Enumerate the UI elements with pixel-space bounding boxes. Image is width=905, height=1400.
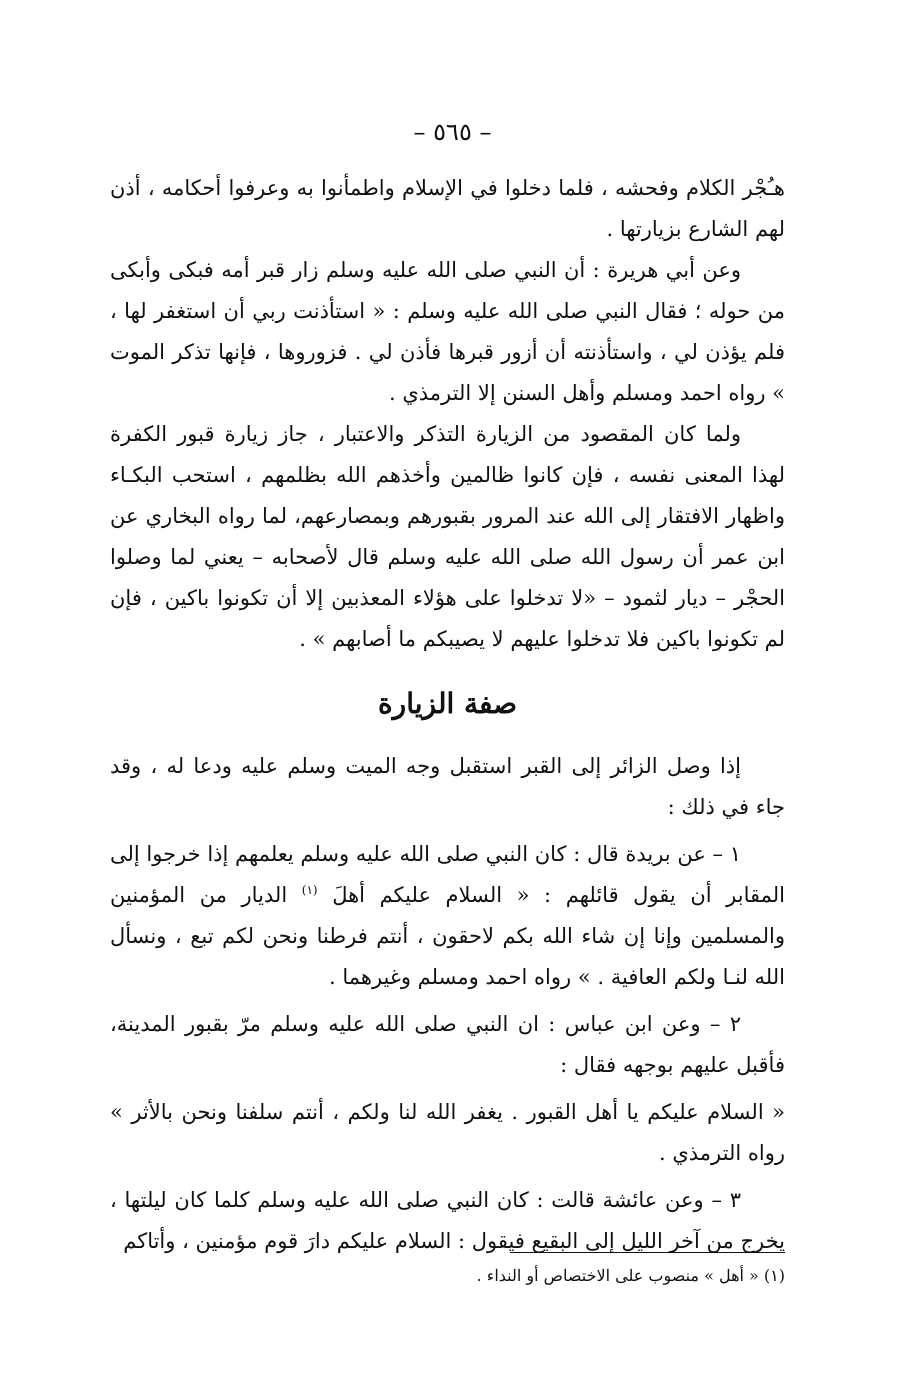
footnote-divider	[510, 1252, 785, 1253]
hadith-item-1	[110, 834, 785, 998]
paragraph-continuation: هـُجْر الكلام وفحشه ، فلما دخلوا في الإسلام واطمأنوا به وعرفوا أحكامه ، أذن لهم الشارع بزيارتها .	[110, 176, 785, 241]
footnote: (١) « أهل » منصوب على الاختصاص أو النداء .	[476, 1266, 785, 1285]
hadith-item-2-quote: « السلام عليكم يا أهل القبور . يغفر الله لنا ولكم ، أنتم سلفنا ونحن بالأثر » رواه الترمذي .	[110, 1100, 785, 1165]
page-number: – ٥٦٥ –	[413, 118, 492, 146]
paragraph-visiting-graves-of-disbelievers: ولما كان المقصود من الزيارة التذكر والاعتبار ، جاز زيارة قبور الكفرة لهذا المعنى نفسه ، فإن كانوا ظالمين وأخذهم الله بظلمهم ، استحب البكـاء واظهار الافتقار إلى الله عند المرور بقبورهم وبمصارعهم، لما رواه البخاري عن ابن عمر أن رسول الله صلى الله عليه وسلم قال لأصحابه – يعني لما وصلوا الحجْر – ديار لثمود – «لا تدخلوا على هؤلاء المعذبين إلا أن تكونوا باكين ، فإن لم تكونوا باكين فلا تدخلوا عليهم لا يصيبكم ما أصابهم » .	[110, 422, 785, 651]
paragraph-abu-hurayra: وعن أبي هريرة : أن النبي صلى الله عليه وسلم زار قبر أمه فبكى وأبكى من حوله ؛ فقال النبي صلى الله عليه وسلم : « استأذنت ربي أن استغفر لها ، فلم يؤذن لي ، واستأذنته أن أزور قبرها فأذن لي . فزوروها ، فإنها تذكر الموت » رواه احمد ومسلم وأهل السنن إلا الترمذي .	[110, 258, 785, 405]
paragraph-intro: إذا وصل الزائر إلى القبر استقبل وجه الميت وسلم عليه ودعا له ، وقد جاء في ذلك :	[110, 754, 785, 819]
hadith-item-1-text-a: ١ – عن بريدة قال : كان النبي صلى الله عليه وسلم يعلمهم إذا خرجوا إلى المقابر أن يقول قائلهم : « السلام عليكم أهلَ	[110, 842, 786, 907]
hadith-item-3: ٣ – وعن عائشة قالت : كان النبي صلى الله عليه وسلم كلما كان ليلتها ، يخرج من آخر الليل إلى البقيع فيقول : السلام عليكم دارَ قوم مؤمنين ، وأتاكم	[110, 1188, 785, 1253]
hadith-item-1-text-b: الديار من المؤمنين والمسلمين وإنا إن شاء الله بكم لاحقون ، أنتم فرطنا ونحن لكم تبع ، ونسأل الله لنـا ولكم العافية . » رواه احمد ومسلم وغيرهما .	[110, 883, 786, 989]
footnote-marker: (١)	[301, 883, 318, 897]
hadith-item-2: ٢ – وعن ابن عباس : ان النبي صلى الله عليه وسلم مرّ بقبور المدينة، فأقبل عليهم بوجهه فقال :	[110, 1012, 785, 1077]
section-heading: صفة الزيارة	[378, 687, 517, 720]
main-text	[110, 168, 785, 1262]
